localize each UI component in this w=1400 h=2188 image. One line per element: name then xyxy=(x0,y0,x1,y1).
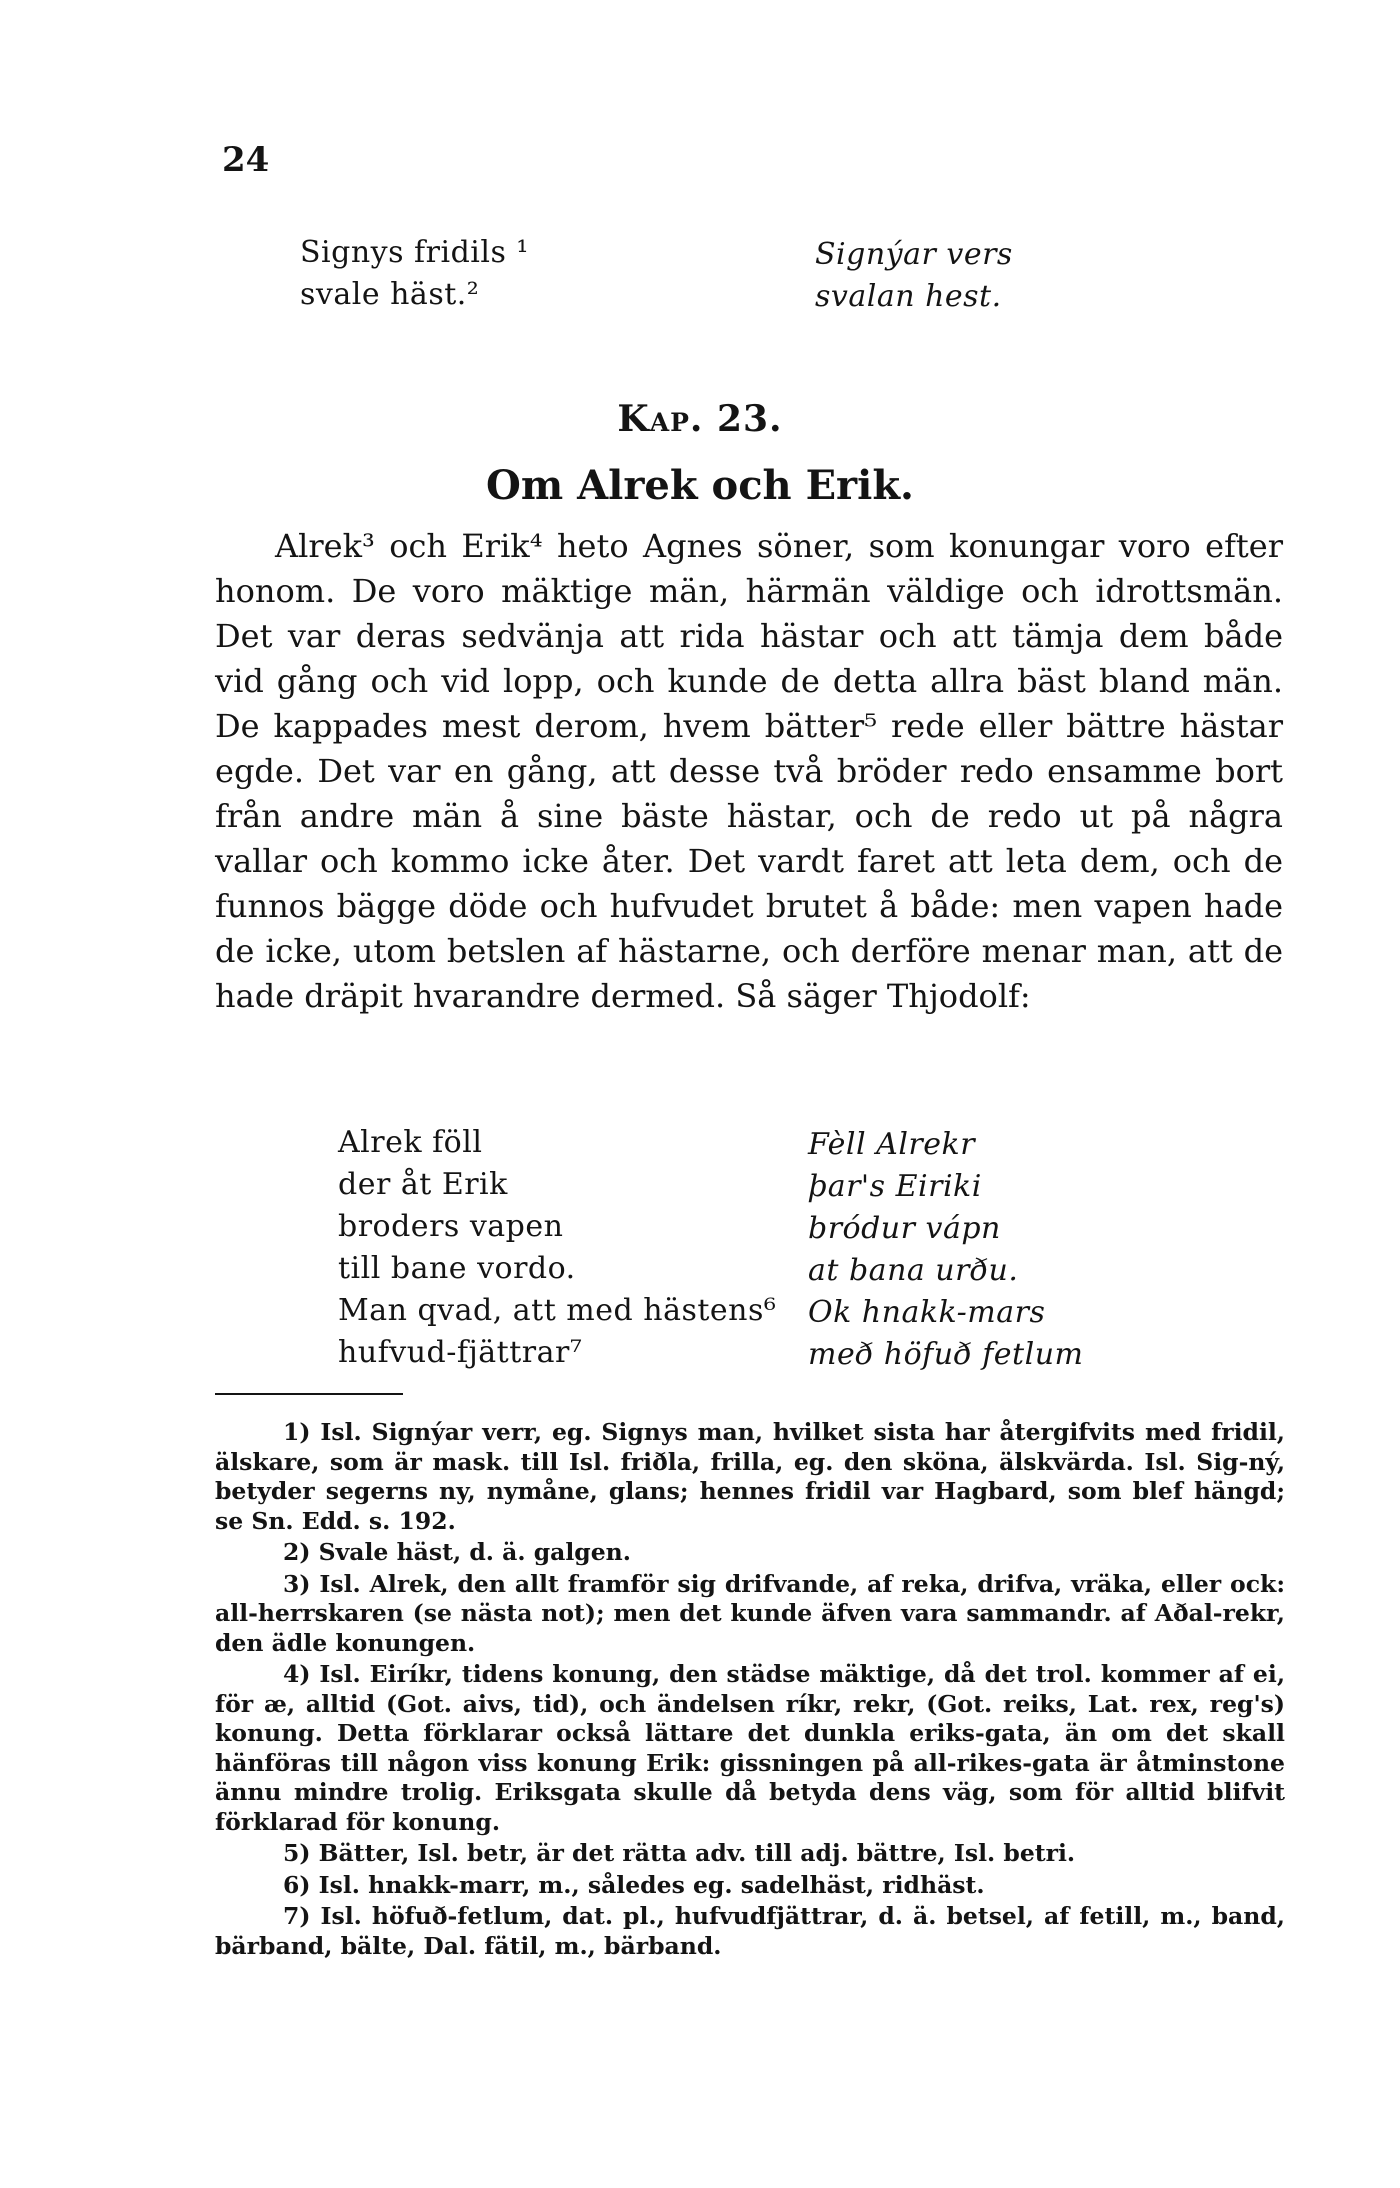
footnote: 3) Isl. Alrek, den allt framför sig drifvande, af reka, drifva, vräka, eller ock: all-herrskaren (se nästa not); men det kunde äfven vara sammandr. af Aðal-rekr, den ädle konungen. xyxy=(215,1569,1285,1657)
verse-line: Signýar vers xyxy=(815,237,1013,272)
verse-line: broders vapen xyxy=(338,1209,564,1244)
verse-line: með höfuð fetlum xyxy=(808,1337,1084,1372)
footnote-divider xyxy=(215,1393,403,1395)
verse-line: bródur vápn xyxy=(808,1211,1001,1246)
verse-line: der åt Erik xyxy=(338,1167,508,1202)
verse-line: þar's Eiriki xyxy=(808,1169,982,1204)
footnote: 1) Isl. Signýar verr, eg. Signys man, hvilket sista har återgifvits med fridil, älskare, som är mask. till Isl. friðla, frilla, eg. den sköna, älskvärda. Isl. Sig-ný, betyder segerns ny, nymåne, glans; hennes fridil var Hagbard, som blef hängd; se Sn. Edd. s. 192. xyxy=(215,1418,1285,1535)
verse-line: Alrek föll xyxy=(338,1125,483,1160)
footnote: 2) Svale häst, d. ä. galgen. xyxy=(283,1538,631,1566)
verse-line: Man qvad, att med hästens⁶ xyxy=(338,1293,777,1328)
footnote: 5) Bätter, Isl. betr, är det rätta adv. till adj. bättre, Isl. betri. xyxy=(283,1839,1076,1867)
footnote: 4) Isl. Eiríkr, tidens konung, den städse mäktige, då det trol. kommer af ei, för æ, alltid (Got. aivs, tid), och ändelsen ríkr, rekr, (Got. reiks, Lat. rex, reg's) konung. Detta förklarar också lättare det dunkla eriks-gata, än om det skall hänföras till någon viss konung Erik: gissningen på all-rikes-gata är åtminstone ännu mindre trolig. Eriksgata skulle då betyda dens väg, som för alltid blifvit förklarad för konung. xyxy=(215,1660,1285,1836)
page-number: 24 xyxy=(222,140,270,180)
verse-line: till bane vordo. xyxy=(338,1251,576,1286)
footnote: 6) Isl. hnakk-marr, m., således eg. sadelhäst, ridhäst. xyxy=(283,1870,985,1899)
chapter-heading: Kap. 23. xyxy=(617,398,783,440)
footnotes xyxy=(215,1418,1285,1963)
top-verse-original xyxy=(815,234,1013,318)
verse-line: at bana urðu. xyxy=(808,1253,1019,1288)
bottom-verse-translation xyxy=(338,1122,776,1374)
bottom-verse-original xyxy=(808,1124,1083,1376)
verse-line: Ok hnakk-mars xyxy=(808,1295,1046,1330)
verse-line: Fèll Alrekr xyxy=(808,1127,976,1162)
body-text xyxy=(215,524,1283,1019)
verse-line: Signys fridils ¹ xyxy=(300,235,529,270)
verse-line: svalan hest. xyxy=(815,279,1002,314)
verse-line: svale häst.² xyxy=(300,277,480,312)
verse-line: hufvud-fjättrar⁷ xyxy=(338,1335,583,1370)
body-paragraph: Alrek³ och Erik⁴ heto Agnes söner, som konungar voro efter honom. De voro mäktige män, härmän väldige och idrottsmän. Det var deras sedvänja att rida hästar och att tämja dem både vid gång och vid lopp, och kunde de detta allra bäst bland män. De kappades mest derom, hvem bätter⁵ rede eller bättre hästar egde. Det var en gång, att desse två bröder redo ensamme bort från andre män å sine bäste hästar, och de redo ut på några vallar och kommo icke åter. Det vardt faret att leta dem, och de funnos bägge döde och hufvudet brutet å både: men vapen hade de icke, utom betslen af hästarne, och derföre menar man, att de hade dräpit hvarandre dermed. Så säger Thjodolf: xyxy=(215,527,1283,1015)
chapter-title: Om Alrek och Erik. xyxy=(486,462,914,509)
footnote: 7) Isl. höfuð-fetlum, dat. pl., hufvudfjättrar, d. ä. betsel, af fetill, m., band, bärband, bälte, Dal. fätil, m., bärband. xyxy=(215,1902,1285,1960)
top-verse-translation xyxy=(300,232,529,316)
